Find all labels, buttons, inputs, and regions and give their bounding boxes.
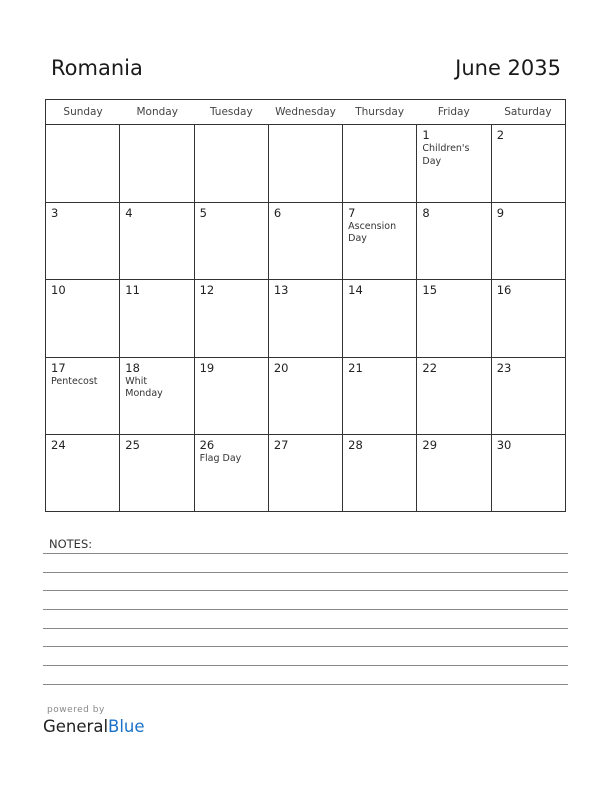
day-number: 22 <box>422 360 438 375</box>
day-number: 20 <box>273 360 289 375</box>
day-cell <box>269 280 343 357</box>
week-row <box>46 125 565 203</box>
day-cell <box>492 125 565 202</box>
week-row <box>46 358 565 436</box>
day-number: 10 <box>51 283 66 298</box>
day-cell <box>343 435 417 512</box>
day-cell <box>120 435 194 512</box>
notes-line <box>43 646 568 647</box>
country-title: Romania <box>51 56 143 80</box>
day-cell <box>417 203 491 280</box>
day-cell <box>46 125 120 202</box>
day-cell <box>195 280 269 357</box>
day-cell <box>417 125 491 202</box>
day-number: 18 <box>125 360 140 375</box>
holiday-label: Flag Day <box>199 453 242 465</box>
weekday-sunday: Sunday <box>63 106 103 118</box>
day-number: 26 <box>199 438 215 453</box>
day-cell <box>46 203 120 280</box>
weekday-thursday: Thursday <box>355 106 405 118</box>
day-cell <box>195 125 269 202</box>
day-cell <box>120 203 194 280</box>
day-number: 4 <box>125 205 133 220</box>
day-number: 2 <box>496 128 505 142</box>
month-title: June 2035 <box>455 56 561 80</box>
week-row <box>46 203 565 281</box>
day-number: 25 <box>125 438 140 453</box>
holiday-label: Children's Day <box>422 143 470 167</box>
generalblue-logo <box>43 717 145 736</box>
weekday-tuesday: Tuesday <box>209 106 253 118</box>
day-cell <box>195 358 269 435</box>
day-number: 1 <box>422 128 430 142</box>
notes-line <box>43 553 568 554</box>
day-cell <box>417 280 491 357</box>
day-number: 24 <box>51 438 66 453</box>
weekday-wednesday: Wednesday <box>275 106 336 118</box>
day-number: 12 <box>199 283 215 298</box>
day-cell <box>492 280 565 357</box>
day-number: 6 <box>273 205 282 220</box>
day-cell <box>269 125 343 202</box>
day-cell <box>120 280 194 357</box>
calendar-grid <box>45 99 566 512</box>
logo-blue: Blue <box>108 717 145 736</box>
day-cell <box>120 358 194 435</box>
notes-line <box>43 665 568 666</box>
weekday-friday: Friday <box>437 106 470 118</box>
notes-line <box>43 609 568 610</box>
calendar-weeks <box>46 125 565 512</box>
week-row <box>46 435 565 512</box>
day-cell <box>120 125 194 202</box>
weekday-monday: Monday <box>136 106 178 118</box>
day-cell <box>46 435 120 512</box>
day-number: 23 <box>496 360 512 375</box>
day-number: 5 <box>199 205 207 220</box>
day-cell <box>343 125 417 202</box>
notes-label: NOTES: <box>49 537 93 551</box>
day-cell <box>492 358 565 435</box>
day-number: 14 <box>348 283 363 298</box>
day-cell <box>343 358 417 435</box>
day-cell <box>492 203 565 280</box>
holiday-label: Whit Monday <box>125 375 163 400</box>
day-number: 29 <box>422 438 438 453</box>
weekday-header <box>46 100 565 125</box>
logo-general: General <box>43 717 109 736</box>
day-number: 13 <box>273 283 289 298</box>
powered-by-text: powered by <box>47 705 105 715</box>
notes-line <box>43 590 568 591</box>
day-cell <box>269 203 343 280</box>
day-number: 11 <box>125 283 140 298</box>
day-number: 8 <box>422 205 430 220</box>
day-number: 30 <box>496 438 512 453</box>
day-number: 21 <box>348 360 363 375</box>
notes-line <box>43 684 568 685</box>
holiday-label: Ascension Day <box>348 220 397 245</box>
day-number: 27 <box>273 438 289 453</box>
week-row <box>46 280 565 358</box>
day-cell <box>195 203 269 280</box>
day-number: 16 <box>496 283 512 298</box>
day-number: 3 <box>51 205 59 220</box>
day-cell <box>492 435 565 512</box>
notes-line <box>43 572 568 573</box>
day-cell <box>343 203 417 280</box>
holiday-label: Pentecost <box>51 375 98 387</box>
day-cell <box>417 435 491 512</box>
day-number: 7 <box>348 205 356 220</box>
day-number: 15 <box>422 283 438 298</box>
day-cell <box>269 435 343 512</box>
weekday-saturday: Saturday <box>504 106 552 118</box>
day-cell <box>46 358 120 435</box>
day-number: 19 <box>199 360 215 375</box>
notes-line <box>43 628 568 629</box>
day-cell <box>417 358 491 435</box>
day-number: 9 <box>496 205 505 220</box>
day-number: 28 <box>348 438 363 453</box>
day-number: 17 <box>51 360 66 375</box>
day-cell <box>46 280 120 357</box>
day-cell <box>195 435 269 512</box>
day-cell <box>343 280 417 357</box>
day-cell <box>269 358 343 435</box>
